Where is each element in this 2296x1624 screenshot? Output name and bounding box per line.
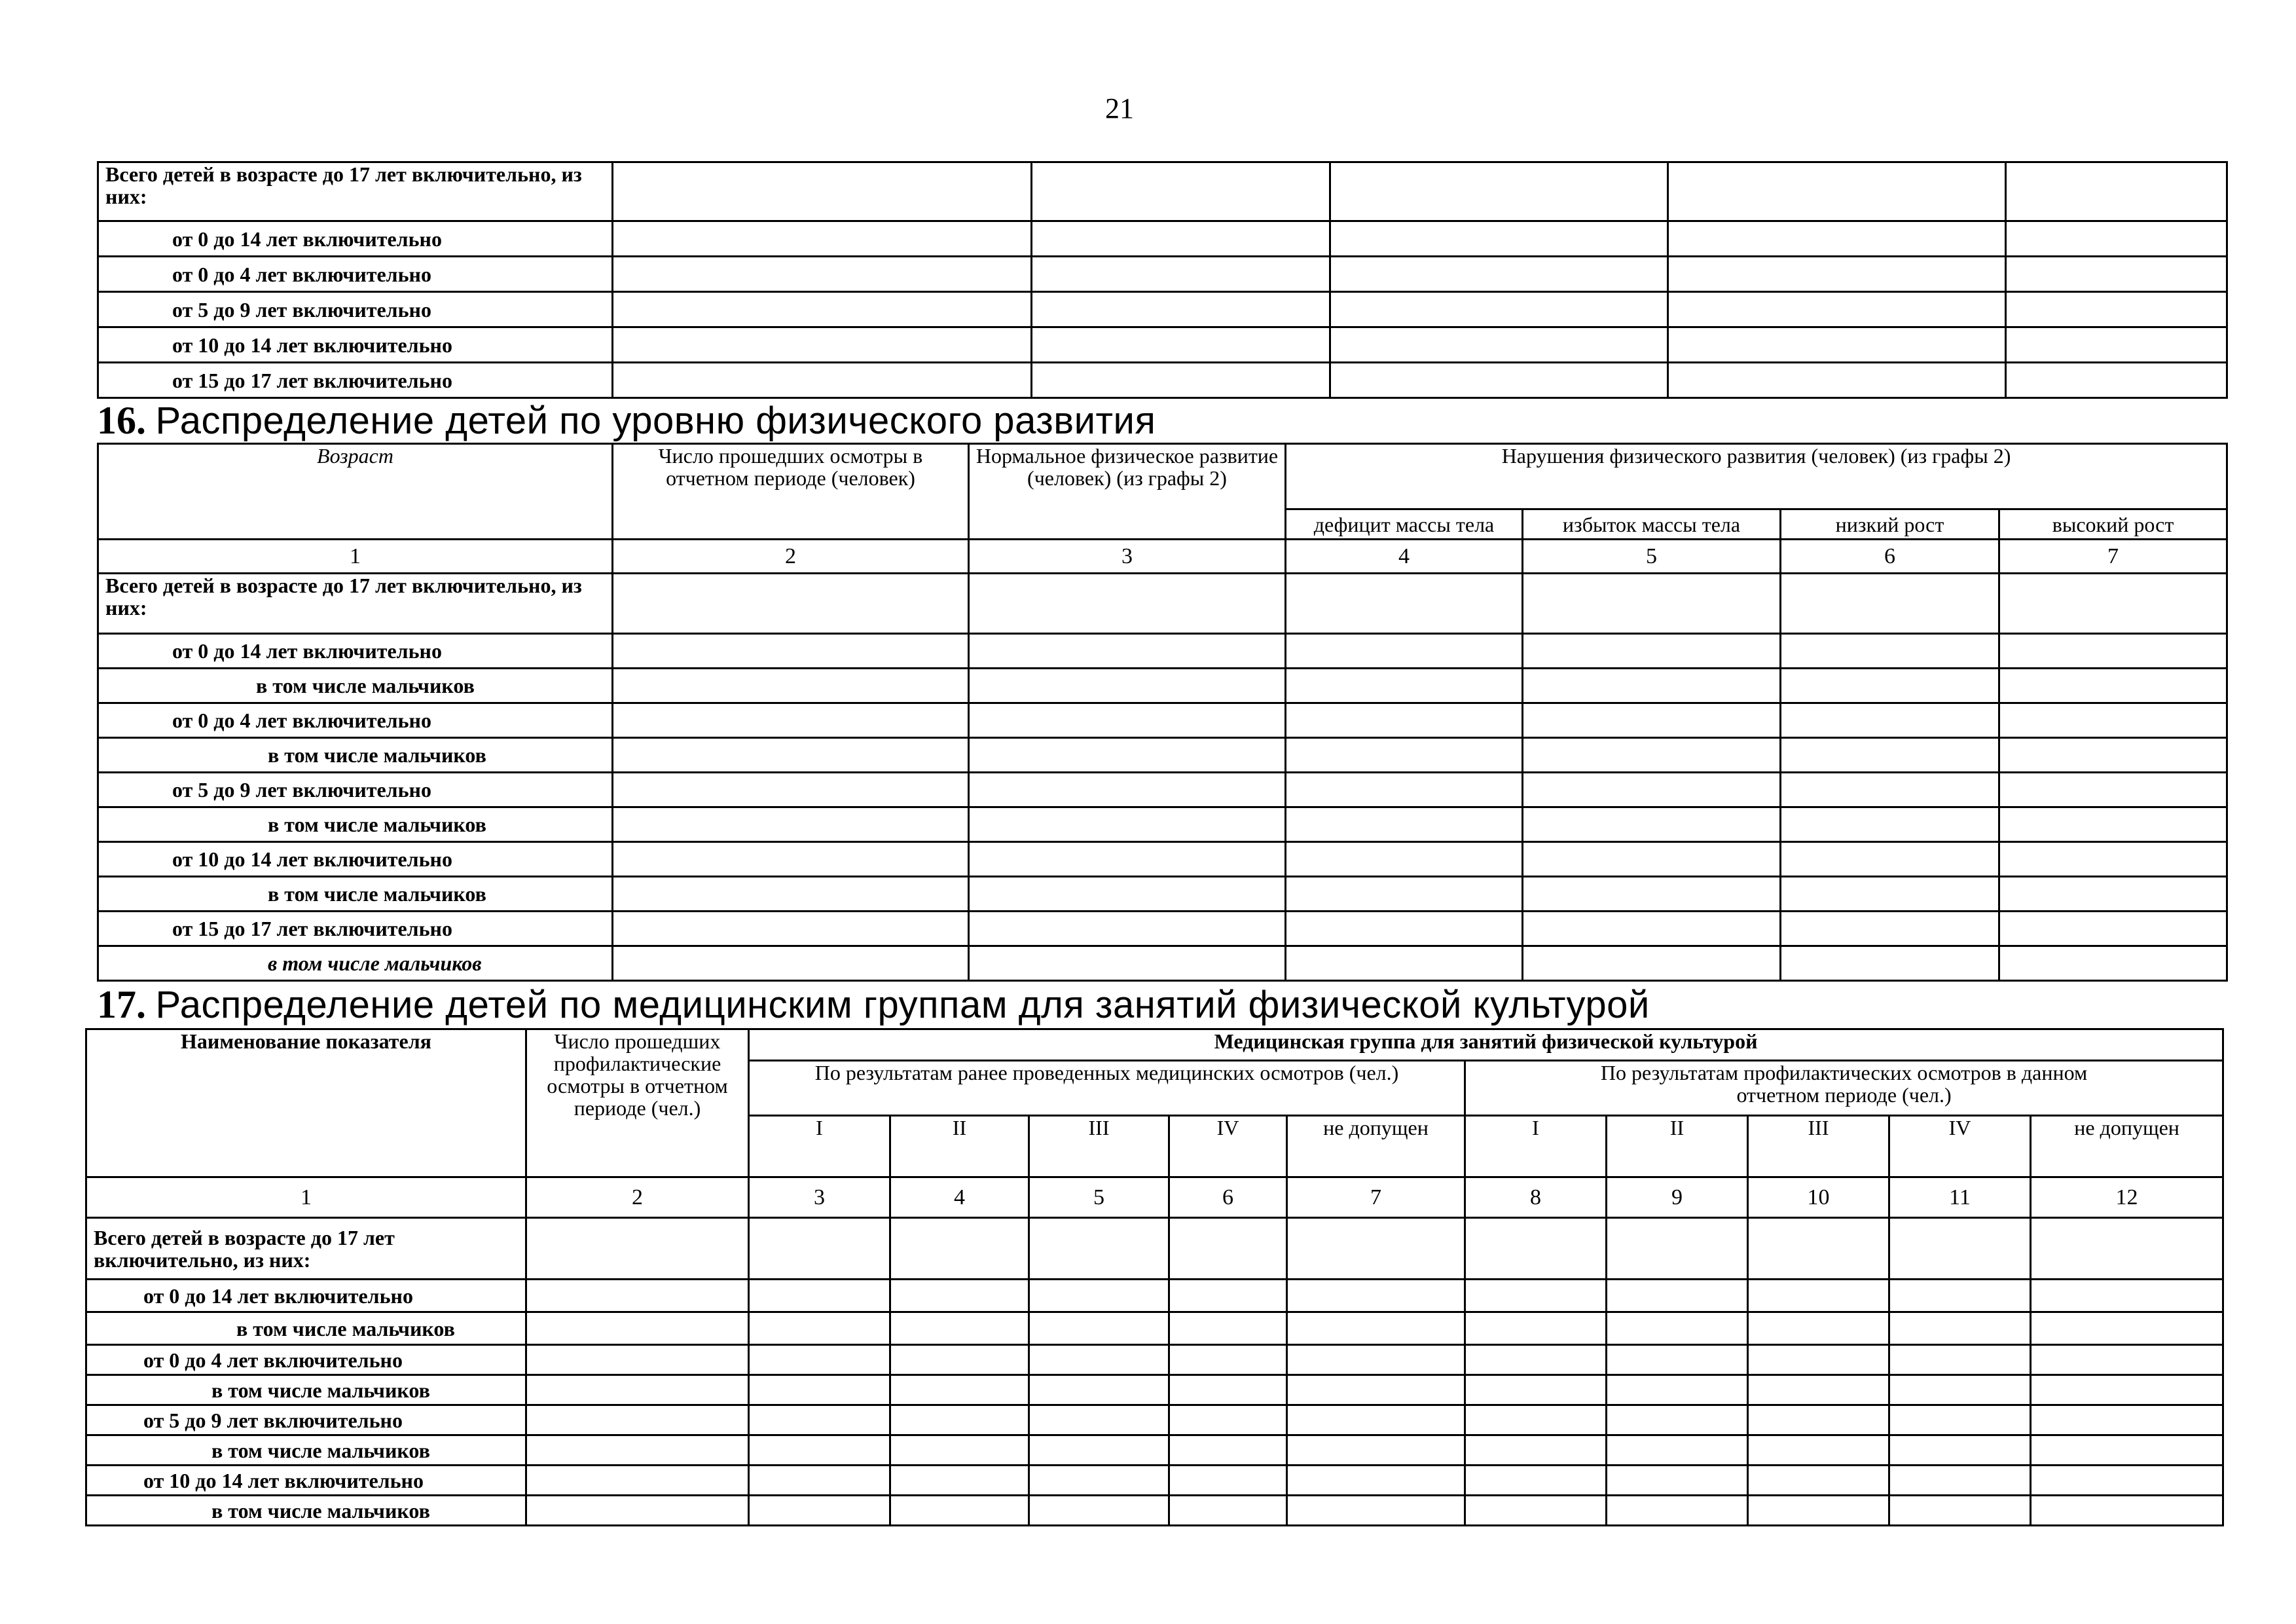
data-cell: [1286, 574, 1523, 634]
data-cell: [1889, 1466, 2031, 1496]
data-cell: [2031, 1435, 2223, 1466]
column-number: 5: [1523, 540, 1781, 574]
group-header: III: [1029, 1116, 1169, 1177]
data-cell: [2031, 1405, 2223, 1435]
data-cell: [1287, 1280, 1465, 1312]
data-cell: [969, 773, 1286, 807]
data-cell: [1032, 292, 1330, 327]
row-label-total: Всего детей в возрасте до 17 лет включительно, из них:: [86, 1218, 526, 1280]
data-cell: [613, 363, 1032, 398]
data-cell: [1748, 1312, 1889, 1345]
data-cell: [2006, 292, 2227, 327]
data-cell: [1781, 574, 1999, 634]
data-cell: [613, 946, 969, 981]
data-cell: [613, 327, 1032, 363]
data-cell: [749, 1405, 890, 1435]
row-label-boys: в том числе мальчиков: [98, 807, 613, 842]
data-cell: [526, 1345, 749, 1375]
data-cell: [1781, 669, 1999, 703]
data-cell: [1889, 1345, 2031, 1375]
data-cell: [1523, 703, 1781, 738]
data-cell: [749, 1466, 890, 1496]
data-cell: [1999, 912, 2227, 946]
data-cell: [613, 807, 969, 842]
column-number: 3: [749, 1177, 890, 1218]
row-label-boys: в том числе мальчиков: [98, 877, 613, 912]
data-cell: [890, 1345, 1029, 1375]
data-cell: [749, 1218, 890, 1280]
row-label-boys: в том числе мальчиков: [98, 669, 613, 703]
data-cell: [1029, 1496, 1169, 1526]
column-number: 4: [890, 1177, 1029, 1218]
data-cell: [1523, 574, 1781, 634]
data-cell: [1999, 946, 2227, 981]
data-cell: [1330, 162, 1668, 221]
data-cell: [1169, 1496, 1287, 1526]
row-label-age: от 0 до 4 лет включительно: [86, 1345, 526, 1375]
data-cell: [969, 912, 1286, 946]
data-cell: [749, 1496, 890, 1526]
data-cell: [1465, 1435, 1607, 1466]
data-cell: [1286, 703, 1523, 738]
data-cell: [2006, 257, 2227, 292]
data-cell: [1287, 1466, 1465, 1496]
data-cell: [749, 1345, 890, 1375]
row-label-age: от 0 до 4 лет включительно: [98, 257, 613, 292]
data-cell: [969, 669, 1286, 703]
data-cell: [1523, 738, 1781, 773]
column-number: 3: [969, 540, 1286, 574]
data-cell: [1523, 669, 1781, 703]
data-cell: [1668, 257, 2006, 292]
data-cell: [890, 1466, 1029, 1496]
data-cell: [1523, 773, 1781, 807]
data-cell: [1668, 292, 2006, 327]
data-cell: [1999, 877, 2227, 912]
data-cell: [969, 877, 1286, 912]
data-cell: [1523, 946, 1781, 981]
data-cell: [1287, 1218, 1465, 1280]
data-cell: [2031, 1496, 2223, 1526]
data-cell: [1781, 738, 1999, 773]
data-cell: [1032, 257, 1330, 292]
group-header: I: [1465, 1116, 1607, 1177]
row-label-age: от 10 до 14 лет включительно: [98, 842, 613, 877]
data-cell: [969, 946, 1286, 981]
continued-table: [97, 161, 2228, 399]
data-cell: [1169, 1345, 1287, 1375]
data-cell: [1330, 257, 1668, 292]
data-cell: [1169, 1280, 1287, 1312]
data-cell: [1029, 1218, 1169, 1280]
group-header: не допущен: [1287, 1116, 1465, 1177]
data-cell: [1465, 1405, 1607, 1435]
data-cell: [613, 842, 969, 877]
data-cell: [526, 1218, 749, 1280]
data-cell: [1781, 634, 1999, 669]
column-number: 4: [1286, 540, 1523, 574]
column-number: 2: [613, 540, 969, 574]
data-cell: [1287, 1435, 1465, 1466]
data-cell: [1607, 1345, 1748, 1375]
data-cell: [1999, 738, 2227, 773]
data-cell: [1286, 738, 1523, 773]
column-number: 12: [2031, 1177, 2223, 1218]
data-cell: [1999, 574, 2227, 634]
row-label-age: от 5 до 9 лет включительно: [86, 1405, 526, 1435]
header-passed: Число прошедших профилактические осмотры в отчетном периоде (чел.): [526, 1029, 749, 1177]
row-label-boys: в том числе мальчиков: [86, 1435, 526, 1466]
data-cell: [1748, 1345, 1889, 1375]
data-cell: [969, 842, 1286, 877]
data-cell: [1029, 1280, 1169, 1312]
data-cell: [1286, 877, 1523, 912]
data-cell: [1286, 946, 1523, 981]
data-cell: [1465, 1345, 1607, 1375]
table-16: [97, 443, 2228, 982]
data-cell: [1287, 1496, 1465, 1526]
data-cell: [1330, 292, 1668, 327]
data-cell: [1889, 1218, 2031, 1280]
data-cell: [613, 574, 969, 634]
data-cell: [1889, 1312, 2031, 1345]
data-cell: [1169, 1405, 1287, 1435]
data-cell: [1999, 807, 2227, 842]
data-cell: [1029, 1375, 1169, 1405]
column-number: 9: [1607, 1177, 1748, 1218]
data-cell: [1607, 1496, 1748, 1526]
column-number: 5: [1029, 1177, 1169, 1218]
data-cell: [1169, 1435, 1287, 1466]
data-cell: [1889, 1405, 2031, 1435]
data-cell: [1889, 1280, 2031, 1312]
data-cell: [1748, 1496, 1889, 1526]
data-cell: [1330, 327, 1668, 363]
group-header: I: [749, 1116, 890, 1177]
row-label-boys: в том числе мальчиков: [86, 1312, 526, 1345]
data-cell: [1286, 912, 1523, 946]
data-cell: [613, 292, 1032, 327]
header-high: высокий рост: [1999, 509, 2227, 540]
column-number: 2: [526, 1177, 749, 1218]
header-passed: Число прошедших осмотры в отчетном периоде (человек): [613, 444, 969, 540]
page-number: 21: [1105, 92, 1134, 124]
section-17-number: 17.: [97, 983, 146, 1026]
data-cell: [2006, 327, 2227, 363]
data-cell: [890, 1435, 1029, 1466]
row-label-total: Всего детей в возрасте до 17 лет включительно, из них:: [98, 162, 613, 221]
group-header: IV: [1169, 1116, 1287, 1177]
data-cell: [1032, 221, 1330, 257]
data-cell: [1607, 1466, 1748, 1496]
data-cell: [1029, 1435, 1169, 1466]
data-cell: [1889, 1435, 2031, 1466]
section-17-title: [97, 984, 1650, 1026]
data-cell: [969, 574, 1286, 634]
data-cell: [1287, 1345, 1465, 1375]
data-cell: [1889, 1375, 2031, 1405]
row-label-age: от 15 до 17 лет включительно: [98, 363, 613, 398]
data-cell: [1330, 221, 1668, 257]
section-16-number: 16.: [97, 399, 146, 442]
header-previous: По результатам ранее проведенных медицинских осмотров (чел.): [749, 1061, 1465, 1116]
data-cell: [1999, 669, 2227, 703]
data-cell: [613, 634, 969, 669]
row-label-age: от 5 до 9 лет включительно: [98, 292, 613, 327]
data-cell: [1523, 807, 1781, 842]
row-label-age: от 10 до 14 лет включительно: [98, 327, 613, 363]
header-excess: избыток массы тела: [1523, 509, 1781, 540]
row-label-age: от 15 до 17 лет включительно: [98, 912, 613, 946]
data-cell: [1465, 1280, 1607, 1312]
data-cell: [1607, 1435, 1748, 1466]
data-cell: [1668, 221, 2006, 257]
data-cell: [1032, 162, 1330, 221]
data-cell: [1523, 842, 1781, 877]
data-cell: [969, 807, 1286, 842]
data-cell: [526, 1312, 749, 1345]
column-number: 6: [1169, 1177, 1287, 1218]
header-low: низкий рост: [1781, 509, 1999, 540]
header-name: Наименование показателя: [86, 1029, 526, 1177]
row-label-age: от 10 до 14 лет включительно: [86, 1466, 526, 1496]
row-label-boys: в том числе мальчиков: [98, 738, 613, 773]
data-cell: [1523, 912, 1781, 946]
data-cell: [526, 1435, 749, 1466]
data-cell: [1607, 1405, 1748, 1435]
column-number: 7: [1999, 540, 2227, 574]
data-cell: [890, 1312, 1029, 1345]
data-cell: [1523, 877, 1781, 912]
data-cell: [1668, 327, 2006, 363]
column-number: 6: [1781, 540, 1999, 574]
data-cell: [2031, 1375, 2223, 1405]
data-cell: [1169, 1312, 1287, 1345]
column-number: 1: [86, 1177, 526, 1218]
data-cell: [613, 162, 1032, 221]
data-cell: [613, 773, 969, 807]
data-cell: [1781, 807, 1999, 842]
data-cell: [969, 634, 1286, 669]
data-cell: [890, 1375, 1029, 1405]
data-cell: [1999, 842, 2227, 877]
data-cell: [890, 1496, 1029, 1526]
data-cell: [1286, 634, 1523, 669]
column-number: 8: [1465, 1177, 1607, 1218]
data-cell: [1889, 1496, 2031, 1526]
row-label-boys: в том числе мальчиков: [98, 946, 613, 981]
data-cell: [1029, 1466, 1169, 1496]
row-label-age: от 0 до 4 лет включительно: [98, 703, 613, 738]
table-17: [85, 1028, 2224, 1526]
data-cell: [1169, 1375, 1287, 1405]
data-cell: [1748, 1466, 1889, 1496]
data-cell: [526, 1405, 749, 1435]
data-cell: [1999, 773, 2227, 807]
data-cell: [749, 1312, 890, 1345]
data-cell: [1287, 1312, 1465, 1345]
data-cell: [613, 257, 1032, 292]
data-cell: [1999, 703, 2227, 738]
data-cell: [2006, 162, 2227, 221]
row-label-age: от 0 до 14 лет включительно: [98, 634, 613, 669]
data-cell: [1286, 807, 1523, 842]
column-number: 11: [1889, 1177, 2031, 1218]
data-cell: [1465, 1218, 1607, 1280]
data-cell: [749, 1435, 890, 1466]
data-cell: [1607, 1218, 1748, 1280]
data-cell: [526, 1375, 749, 1405]
data-cell: [1286, 842, 1523, 877]
data-cell: [526, 1496, 749, 1526]
data-cell: [613, 877, 969, 912]
data-cell: [2031, 1312, 2223, 1345]
header-current: По результатам профилактических осмотров в данном отчетном периоде (чел.): [1465, 1061, 2223, 1116]
data-cell: [2031, 1345, 2223, 1375]
column-number: 1: [98, 540, 613, 574]
header-medgroup: Медицинская группа для занятий физической культурой: [749, 1029, 2223, 1061]
data-cell: [1523, 634, 1781, 669]
group-header: не допущен: [2031, 1116, 2223, 1177]
data-cell: [1781, 877, 1999, 912]
data-cell: [1287, 1405, 1465, 1435]
data-cell: [1781, 773, 1999, 807]
row-label-total: Всего детей в возрасте до 17 лет включительно, из них:: [98, 574, 613, 634]
data-cell: [749, 1375, 890, 1405]
data-cell: [969, 738, 1286, 773]
data-cell: [1029, 1405, 1169, 1435]
data-cell: [1287, 1375, 1465, 1405]
header-deficit: дефицит массы тела: [1286, 509, 1523, 540]
row-label-boys: в том числе мальчиков: [86, 1375, 526, 1405]
data-cell: [1607, 1280, 1748, 1312]
row-label-age: от 0 до 14 лет включительно: [98, 221, 613, 257]
section-16-title: [97, 399, 1156, 442]
data-cell: [2031, 1466, 2223, 1496]
data-cell: [1781, 912, 1999, 946]
data-cell: [2006, 221, 2227, 257]
row-label-age: от 0 до 14 лет включительно: [86, 1280, 526, 1312]
data-cell: [1748, 1280, 1889, 1312]
data-cell: [1781, 703, 1999, 738]
data-cell: [613, 912, 969, 946]
header-age: Возраст: [98, 444, 613, 540]
data-cell: [1781, 946, 1999, 981]
row-label-boys: в том числе мальчиков: [86, 1496, 526, 1526]
data-cell: [1607, 1312, 1748, 1345]
header-normal: Нормальное физическое развитие (человек) (из графы 2): [969, 444, 1286, 540]
group-header: II: [1607, 1116, 1748, 1177]
data-cell: [1668, 363, 2006, 398]
header-violations: Нарушения физического развития (человек) (из графы 2): [1286, 444, 2227, 509]
section-17-heading: Распределение детей по медицинским группам для занятий физической культурой: [155, 984, 1650, 1026]
data-cell: [2006, 363, 2227, 398]
data-cell: [1465, 1496, 1607, 1526]
column-number: 7: [1287, 1177, 1465, 1218]
data-cell: [1169, 1466, 1287, 1496]
data-cell: [890, 1280, 1029, 1312]
data-cell: [2031, 1218, 2223, 1280]
data-cell: [1032, 327, 1330, 363]
data-cell: [1029, 1312, 1169, 1345]
data-cell: [1330, 363, 1668, 398]
group-header: IV: [1889, 1116, 2031, 1177]
column-number: 10: [1748, 1177, 1889, 1218]
data-cell: [1465, 1375, 1607, 1405]
data-cell: [613, 669, 969, 703]
data-cell: [1465, 1466, 1607, 1496]
data-cell: [613, 221, 1032, 257]
data-cell: [2031, 1280, 2223, 1312]
data-cell: [749, 1280, 890, 1312]
data-cell: [1286, 773, 1523, 807]
data-cell: [1032, 363, 1330, 398]
data-cell: [1286, 669, 1523, 703]
data-cell: [1748, 1405, 1889, 1435]
data-cell: [1748, 1218, 1889, 1280]
data-cell: [1607, 1375, 1748, 1405]
data-cell: [526, 1466, 749, 1496]
data-cell: [1781, 842, 1999, 877]
section-16-heading: Распределение детей по уровню физического развития: [155, 399, 1156, 442]
data-cell: [1999, 634, 2227, 669]
group-header: II: [890, 1116, 1029, 1177]
data-cell: [890, 1405, 1029, 1435]
data-cell: [1668, 162, 2006, 221]
data-cell: [969, 703, 1286, 738]
group-header: III: [1748, 1116, 1889, 1177]
data-cell: [890, 1218, 1029, 1280]
data-cell: [1748, 1375, 1889, 1405]
data-cell: [1169, 1218, 1287, 1280]
data-cell: [526, 1280, 749, 1312]
row-label-age: от 5 до 9 лет включительно: [98, 773, 613, 807]
data-cell: [1029, 1345, 1169, 1375]
data-cell: [1748, 1435, 1889, 1466]
data-cell: [613, 738, 969, 773]
data-cell: [613, 703, 969, 738]
data-cell: [1465, 1312, 1607, 1345]
